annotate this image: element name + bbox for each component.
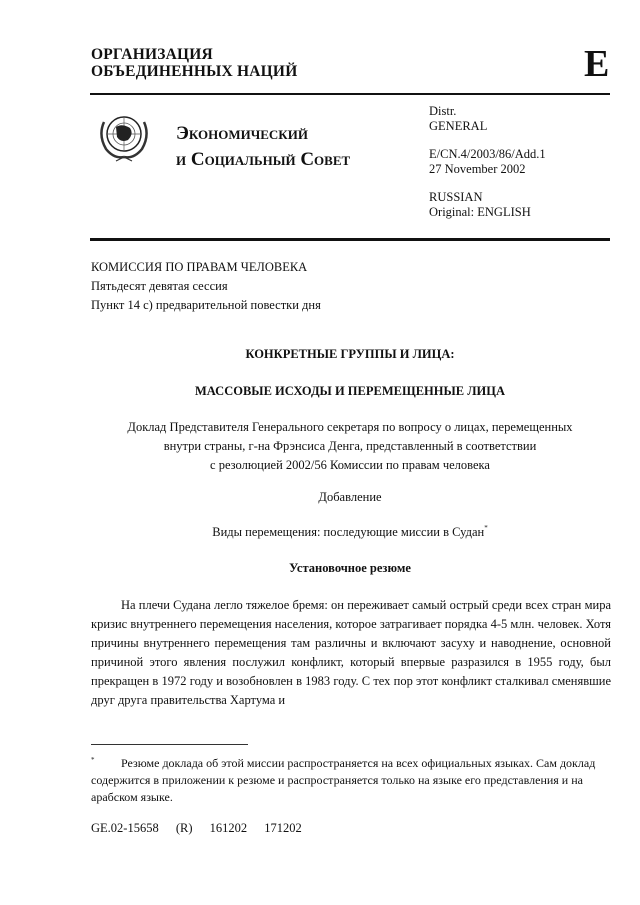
date-code-1: 161202 <box>209 821 248 835</box>
body-paragraph: На плечи Судана легло тяжелое бремя: он переживает самый острый среди всех стран мира кризис внутреннего перемещения населения, которое затрагивает порядка 4-5 млн. человек. Хотя причины внутреннего перемещения там различны и включают засуху и наводнение, основной причиной этого явления послужил конфликт, который впервые разразился в 1955 году, был прекращен в 1972 году и возобновлен в 1983 году. С тех пор этот конфликт сталкивал сменявшие друг друга правительства Хартума и <box>91 598 611 707</box>
report-line-1: Доклад Представителя Генерального секретаря по вопросу о лицах, перемещенных <box>127 420 573 434</box>
footnote-divider <box>91 744 248 745</box>
report-line-2: внутри страны, г-на Фрэнсиса Денга, представленный в соответствии <box>163 439 537 453</box>
subtitle-text: Виды перемещения: последующие миссии в Судан <box>212 525 485 539</box>
council-line-1: Экономический <box>176 123 308 144</box>
org-line-2: ОБЪЕДИНЕННЫХ НАЦИЙ <box>91 63 298 80</box>
org-line-1: ОРГАНИЗАЦИЯ <box>91 46 213 63</box>
addendum-label: Добавление <box>318 490 382 504</box>
distr-type: GENERAL <box>429 119 488 133</box>
organization-name <box>91 46 297 80</box>
commission-block <box>91 258 321 315</box>
commission-name: КОМИССИЯ ПО ПРАВАМ ЧЕЛОВЕКА <box>91 260 308 274</box>
summary-heading: Установочное резюме <box>289 561 411 575</box>
job-number: GE.02-15658 <box>91 821 159 835</box>
job-number-footer <box>91 821 316 836</box>
original-language: Original: ENGLISH <box>429 205 531 219</box>
session-label: Пятьдесят девятая сессия <box>91 279 228 293</box>
language-letter: E <box>584 43 610 85</box>
document-language: RUSSIAN <box>429 190 483 204</box>
council-name <box>176 121 350 173</box>
agenda-item: Пункт 14 с) предварительной повестки дня <box>91 298 321 312</box>
footnote-text: Резюме доклада об этой миссии распространяется на всех официальных языках. Сам доклад содержится в приложении к резюме и распространяется только на языке его представления и на арабском языке. <box>91 756 596 804</box>
distr-label: Distr. <box>429 104 457 118</box>
council-line-2: и Социальный Совет <box>176 149 351 170</box>
footnote-ref[interactable]: * <box>484 524 488 532</box>
header-divider <box>90 93 610 95</box>
language-code: (R) <box>175 821 193 835</box>
document-date: 27 November 2002 <box>429 162 526 176</box>
document-metadata <box>429 104 546 220</box>
footnote <box>91 752 606 806</box>
date-code-2: 171202 <box>264 821 302 835</box>
subtitle <box>90 524 610 540</box>
footnote-mark: * <box>91 756 95 764</box>
body-text <box>91 596 611 710</box>
document-symbol: E/CN.4/2003/86/Add.1 <box>429 147 546 161</box>
report-description <box>90 418 610 475</box>
title-secondary: МАССОВЫЕ ИСХОДЫ И ПЕРЕМЕЩЕННЫЕ ЛИЦА <box>194 384 506 398</box>
header-bottom-divider <box>90 238 610 241</box>
title-primary: КОНКРЕТНЫЕ ГРУППЫ И ЛИЦА: <box>245 347 455 361</box>
un-emblem-icon <box>94 107 154 167</box>
report-line-3: с резолюцией 2002/56 Комиссии по правам человека <box>210 458 490 472</box>
